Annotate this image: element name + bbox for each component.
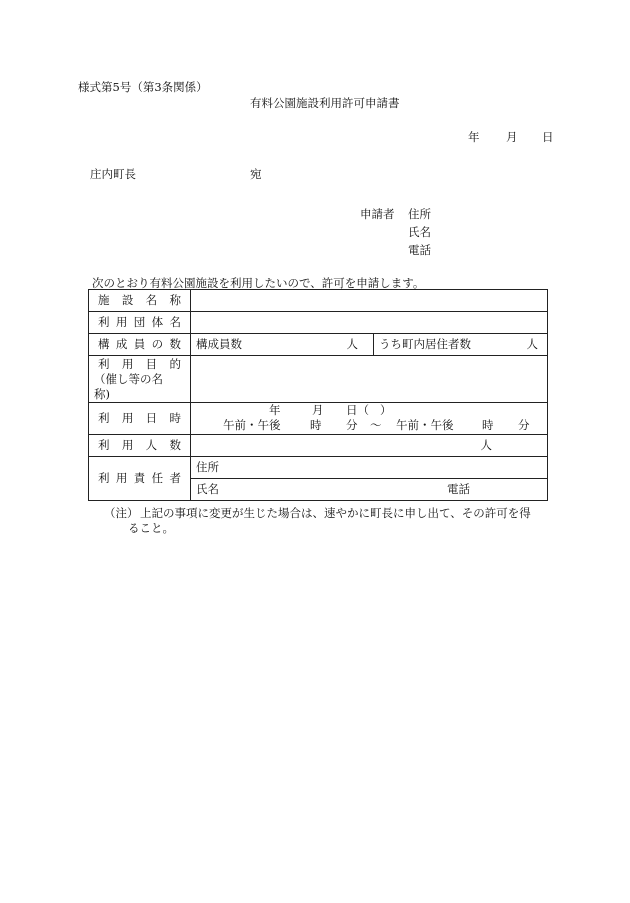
row-purpose	[89, 356, 548, 403]
note-line2: ること。	[128, 521, 174, 535]
applicant-address-label: 住所	[408, 207, 431, 221]
responsible-address-field[interactable]: 住所	[191, 457, 548, 479]
note-line1: 上記の事項に変更が生じた場合は、速やかに町長に申し出て、その許可を得	[140, 506, 531, 520]
date-day-label: 日	[542, 130, 554, 144]
addressee-name: 庄内町長	[90, 167, 136, 181]
row-members	[89, 334, 548, 356]
users-label: 利 用 人 数	[89, 435, 191, 457]
purpose-field[interactable]	[191, 356, 548, 403]
members-count-field[interactable]: 構成員数 人	[191, 334, 374, 356]
datetime-label: 利 用 日 時	[89, 403, 191, 435]
purpose-label: 利 用 目 的 （催し等の名 称)	[89, 356, 191, 403]
note-mark: （注）	[104, 506, 139, 520]
row-group-name	[89, 312, 548, 334]
facility-name-field[interactable]	[191, 290, 548, 312]
application-table	[88, 289, 548, 501]
row-datetime	[89, 403, 548, 435]
responsible-name-field[interactable]: 氏名 電話	[191, 479, 548, 501]
applicant-phone-label: 電話	[408, 243, 431, 257]
intro-text: 次のとおり有料公園施設を利用したいので、許可を申請します。	[92, 276, 425, 290]
row-responsible-address	[89, 457, 548, 479]
applicant-name-label: 氏名	[408, 225, 431, 239]
facility-name-label: 施 設 名 称	[89, 290, 191, 312]
members-label: 構 成 員 の 数	[89, 334, 191, 356]
group-name-field[interactable]	[191, 312, 548, 334]
page-title: 有料公園施設利用許可申請書	[250, 96, 400, 110]
date-year-label: 年	[468, 130, 480, 144]
addressee-suffix: 宛	[250, 167, 262, 181]
group-name-label: 利 用 団 体 名	[89, 312, 191, 334]
users-field[interactable]: 人	[191, 435, 548, 457]
form-number: 様式第5号（第3条関係）	[78, 80, 208, 94]
residents-count-field[interactable]: うち町内居住者数 人	[374, 334, 548, 356]
row-users	[89, 435, 548, 457]
applicant-label: 申請者	[360, 207, 395, 221]
date-month-label: 月	[506, 130, 518, 144]
responsible-label: 利 用 責 任 者	[89, 457, 191, 501]
datetime-field[interactable]: 年 月 日（ ） 午前・午後 時 分 ～ 午前・午後 時 分	[191, 403, 548, 435]
row-facility-name	[89, 290, 548, 312]
